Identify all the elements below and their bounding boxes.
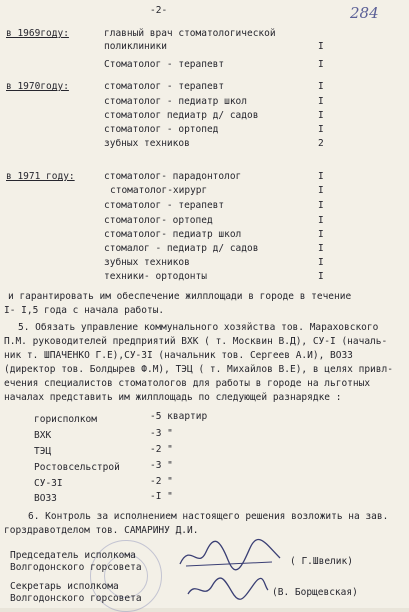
allocation-org: ВХК <box>34 430 52 441</box>
list-item: стоматолог- педиатр школ <box>104 229 242 240</box>
count-value: I <box>318 110 324 121</box>
count-value: I <box>318 185 324 196</box>
count-value: I <box>318 124 324 135</box>
list-item: стоматолог- ортопед <box>104 215 213 226</box>
count-value: I <box>318 59 324 70</box>
allocation-value: -3 " <box>150 460 173 471</box>
paragraph-line: горздравотделом тов. САМАРИНУ Д.И. <box>4 525 199 536</box>
list-item: техники- ортодонты <box>104 271 207 282</box>
list-item: стоматолог - педиатр школ <box>104 96 247 107</box>
paragraph-line: и гарантировать им обеспечение жилплощади в городе в течение <box>8 291 352 302</box>
paragraph-line: П.М. руководителей предприятий ВХК ( т. Москвин В.Д), СУ-I (началь- <box>4 336 388 347</box>
signature-scribble <box>176 536 286 572</box>
list-item: зубных техников <box>104 257 190 268</box>
list-item: стоматолог- парадонтолог <box>104 171 242 182</box>
count-value: I <box>318 215 324 226</box>
count-value: I <box>318 257 324 268</box>
allocation-value: -2 " <box>150 444 173 455</box>
count-value: I <box>318 200 324 211</box>
list-item: главный врач стоматологической <box>104 28 276 39</box>
signatory-name: ( Г.Швелик) <box>290 556 353 567</box>
count-value: I <box>318 229 324 240</box>
year-label-1970: в 1970году: <box>6 81 69 92</box>
paragraph-line: ечения специалистов стоматологов для работы в городе на льготных <box>4 378 371 389</box>
allocation-value: -I " <box>150 491 173 502</box>
count-value: I <box>318 243 324 254</box>
list-item: стоматолог - ортопед <box>104 124 219 135</box>
year-label-1969: в 1969году: <box>6 28 69 39</box>
list-item: стоматолог - терапевт <box>104 200 225 211</box>
allocation-org: Ростовсельстрой <box>34 462 120 473</box>
handwritten-page-number: 284 <box>350 4 379 22</box>
allocation-org: СУ-3I <box>34 478 63 489</box>
signatory-title: Волгодонского горсовета <box>10 593 142 604</box>
allocation-value: -5 квартир <box>150 411 208 422</box>
count-value: I <box>318 271 324 282</box>
page-number: -2- <box>150 5 168 16</box>
signature-scribble <box>184 574 270 604</box>
allocation-value: -3 " <box>150 428 173 439</box>
allocation-org: ВОЗЗ <box>34 493 57 504</box>
list-item: зубных техников <box>104 138 190 149</box>
paragraph-line: I- I,5 года с начала работы. <box>4 305 165 316</box>
signatory-name: (В. Борщевская) <box>272 587 358 598</box>
allocation-org: ТЭЦ <box>34 446 52 457</box>
paragraph-line: 6. Контроль за исполнением настоящего решения возложить на зав. <box>28 511 389 522</box>
paragraph-line: 5. Обязать управление коммунального хозяйства тов. Мараховского <box>18 322 379 333</box>
count-value: 2 <box>318 138 324 149</box>
signatory-title: Волгодонского горсовета <box>10 562 142 573</box>
list-item: стоматолог-хирург <box>110 185 208 196</box>
list-item: стомалог - педиатр д/ садов <box>104 243 259 254</box>
paragraph-line: началах представить им жилплощадь по следующей разнарядке : <box>4 392 342 403</box>
paragraph-line: ник т. ШПАЧЕНКО Г.Е),СУ-3I (начальник тов. Сергеев А.И), ВОЗЗ <box>4 350 353 361</box>
year-label-1971: в 1971 году: <box>6 171 75 182</box>
list-item: стоматолог педиатр д/ садов <box>104 110 259 121</box>
signatory-title: Председатель исполкома <box>10 550 136 561</box>
list-item: Стоматолог - терапевт <box>104 59 225 70</box>
paragraph-line: (директор тов. Болдырев Ф.М), ТЭЦ ( т. Михайлов В.Е), в целях привл- <box>4 364 393 375</box>
count-value: I <box>318 171 324 182</box>
signatory-title: Секретарь исполкома <box>10 581 119 592</box>
list-item: стоматолог - терапевт <box>104 81 225 92</box>
count-value: I <box>318 41 324 52</box>
allocation-org: горисполком <box>34 414 97 425</box>
list-item: поликлиники <box>104 41 167 52</box>
count-value: I <box>318 96 324 107</box>
allocation-value: -2 " <box>150 476 173 487</box>
count-value: I <box>318 81 324 92</box>
